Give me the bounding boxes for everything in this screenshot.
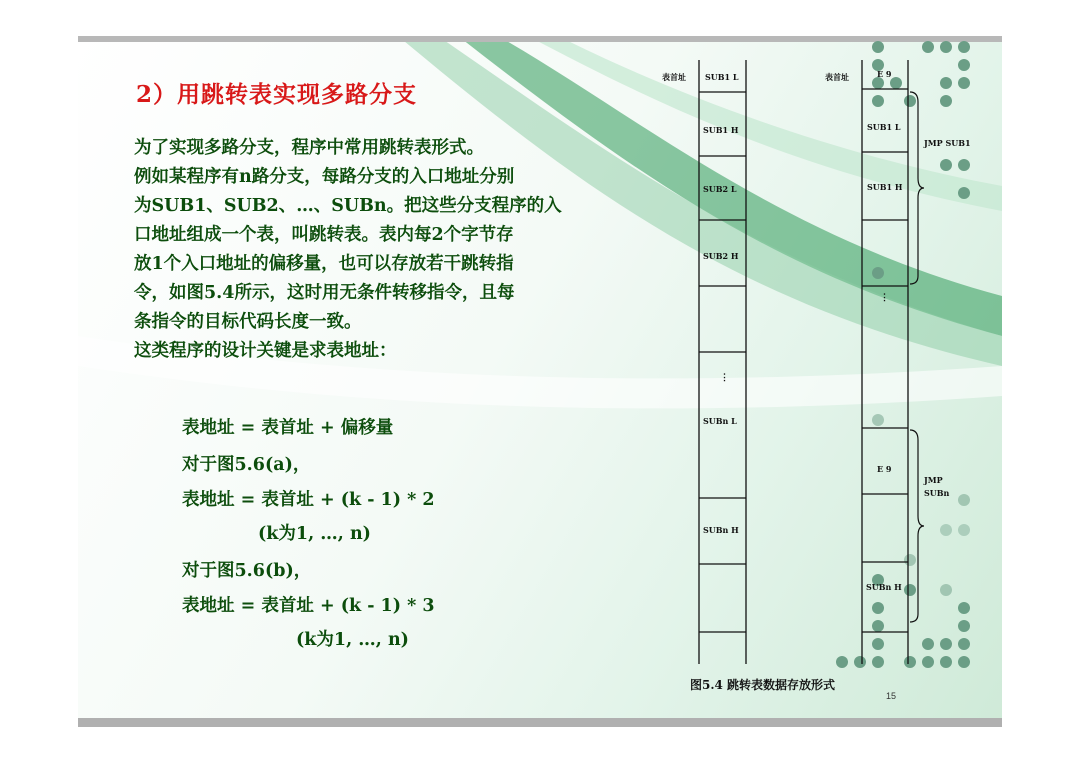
table-b-cell: E 9 (877, 69, 892, 79)
body-line: 为了实现多路分支，程序中常用跳转表形式。 (134, 138, 484, 158)
brace-label: JMP SUB1 (924, 138, 971, 148)
brace-label: SUBn (924, 488, 950, 498)
formula-note: (k为1, …, n) (296, 630, 409, 650)
formula-line: 表地址 = 表首址 + (k - 1) * 2 (182, 490, 435, 510)
table-b-cell: SUBn H (866, 582, 902, 592)
table-a-grid (699, 60, 746, 664)
body-line: 对于图5.6(a)， (182, 455, 311, 475)
table-a-cell: SUBn H (703, 525, 739, 535)
body-line: 对于图5.6(b)， (182, 561, 312, 581)
table-b-head-label: 表首址 (825, 72, 849, 82)
body-line: 令，如图5.4所示，这时用无条件转移指令，且每 (134, 283, 515, 303)
table-b-cell: SUB1 H (867, 182, 903, 192)
table-a-head-label: 表首址 (662, 72, 686, 82)
formula-line: 表地址 = 表首址 + 偏移量 (182, 418, 394, 438)
table-a-dots: ⋮ (720, 373, 729, 383)
table-b-grid (862, 60, 908, 664)
formula-note: (k为1, …, n) (258, 524, 371, 544)
body-line: 这类程序的设计关键是求表地址： (134, 341, 397, 361)
body-line: 为SUB1、SUB2、…、SUBn。把这些分支程序的入 (134, 196, 562, 216)
brace-label: JMP (924, 475, 943, 485)
figure-caption: 图5.4 跳转表数据存放形式 (690, 678, 836, 692)
brace-jmp-sub1 (910, 92, 924, 284)
body-line: 放1个入口地址的偏移量，也可以存放若干跳转指 (134, 254, 514, 274)
table-a-cell: SUB2 H (703, 251, 739, 261)
body-line: 口地址组成一个表，叫跳转表。表内每2个字节存 (134, 225, 514, 245)
table-a-cell: SUBn L (703, 416, 737, 426)
table-a-cell: SUB2 L (703, 184, 737, 194)
slide-title: 2）用跳转表实现多路分支 (136, 81, 418, 108)
formula-line: 表地址 = 表首址 + (k - 1) * 3 (182, 596, 435, 616)
page-number: 15 (886, 691, 897, 701)
table-a-cell: SUB1 H (703, 125, 739, 135)
table-b-dots: ⋮ (880, 293, 889, 303)
table-a-cell: SUB1 L (705, 72, 739, 82)
body-line: 条指令的目标代码长度一致。 (134, 312, 362, 332)
dot-decoration (836, 41, 970, 668)
table-b-cell: E 9 (877, 464, 892, 474)
body-line: 例如某程序有n路分支，每路分支的入口地址分别 (134, 167, 515, 187)
table-b-cell: SUB1 L (867, 122, 901, 132)
